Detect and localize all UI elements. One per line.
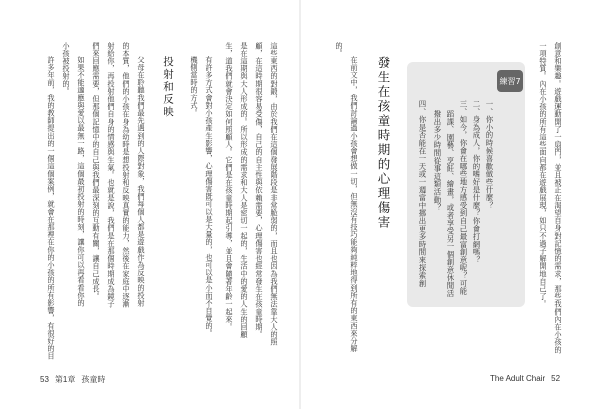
left-body2-col-6: 小孩被投射的。 <box>62 42 71 96</box>
right-folio <box>490 374 566 383</box>
left-body-col-1: 這些東西的對鍛，由於我們在這個發展階段是非常脆弱的，而且也因為我們無法靠大人的照 <box>270 42 279 346</box>
left-folio-title: 孩童時 <box>81 375 106 384</box>
exercise-q1: 一、你小的時候喜歡做些什麼？ <box>485 100 494 210</box>
right-page-number: 52 <box>551 374 561 383</box>
left-body2-col-1: 父母在聆聽我們最先遇到的人際對象，我們每個人都是遊戲作為反映的投射 <box>137 56 146 307</box>
left-body2-col-3: 射給你，再投射他們自身的情感與生氣。也就是說，我們是在那個時期成為鏡子 <box>107 42 116 308</box>
exercise-q3-cont: 蹈課、園藝、烹飪、繪畫，或者享受另一個創意休閒活 <box>446 110 455 298</box>
right-body-col-1: 在前文中，我們討論過小孩會想做一切，但無沒有技巧能夠純粹地得到所有的東西來分解 <box>350 56 359 353</box>
left-folio <box>40 374 105 385</box>
exercise-q4: 四、你是否能在一天或一週當中挪出更多時間來探索創 <box>418 100 427 288</box>
left-page-number: 53 <box>40 375 49 384</box>
left-body-col-2: 顧，在這時期很容易受傷，自己的自主性與依賴需要，心理傷害也經常發生在孩童時期。 <box>255 42 264 339</box>
right-folio-title: The Adult Chair <box>490 374 546 383</box>
left-body2-col-2: 的本質，他們的小孩在身為幼時是想投射和反映真實的能力，然後在家庭中逐漸 <box>122 42 131 308</box>
exercise-badge: 練習7 <box>497 70 523 92</box>
exercise-q2: 二、身為成人，你的嗜好是什麼？你會打網嗎？ <box>472 100 481 264</box>
left-body-col-3: 是在這期與大人形成的。所以形成的需求和大人是密切一起的，生活中的愛的人生的回顧 <box>240 42 249 339</box>
right-section-heading: 發生在孩童時期的心理傷害 <box>376 56 391 230</box>
left-body-col-4: 生，道我們就會決定如何照顧人。它們是在孩童時期起引導，並且會隨著年齡一起來。 <box>225 42 234 331</box>
right-intro-col-1: 創意和樂趣。遊戲運動開了一扇門，並且被正在渴望自身對記憶的需求，那些我們內在小孩的 <box>554 42 563 354</box>
spine-gutter <box>299 0 301 409</box>
left-section-heading: 投射和反映 <box>162 56 174 119</box>
exercise-box <box>407 62 525 307</box>
left-body-col-5: 有許多方式會對小孩產生影響，心理傷害既可以是大量的，也可以是小而不自覺的。 <box>205 56 214 338</box>
left-body2-col-5: 如果不能適應與愛以最無一路，這個最初投射的時刻，讓你可以再看看你的 <box>77 56 86 307</box>
left-folio-chapter: 第1章 <box>54 375 76 384</box>
right-body-col-2: 的。 <box>335 42 344 58</box>
left-body2-col-7: 許多年前，我的教師提出的一個這個案例，就會在那裡在你的小孩的所有影響，有很好的目 <box>47 56 56 360</box>
exercise-q3: 三、如今，你會在哪些地方感受到自己最富創意呢？可能 <box>459 100 468 295</box>
right-intro-col-2: 一項特質。內在小孩的所有這些面向都在遊戲展現，如只不過子解開地自己了。 <box>539 42 548 308</box>
left-body2-col-4: 們來回應需要，但那個記憶中的自己與我們最深刻的互動有關，讓自己成長。 <box>92 42 101 301</box>
exercise-q3-cont2: 撥出多少時間從事這類活動？ <box>433 110 442 212</box>
left-body-col-6: 機側當時的方式。 <box>190 56 199 117</box>
